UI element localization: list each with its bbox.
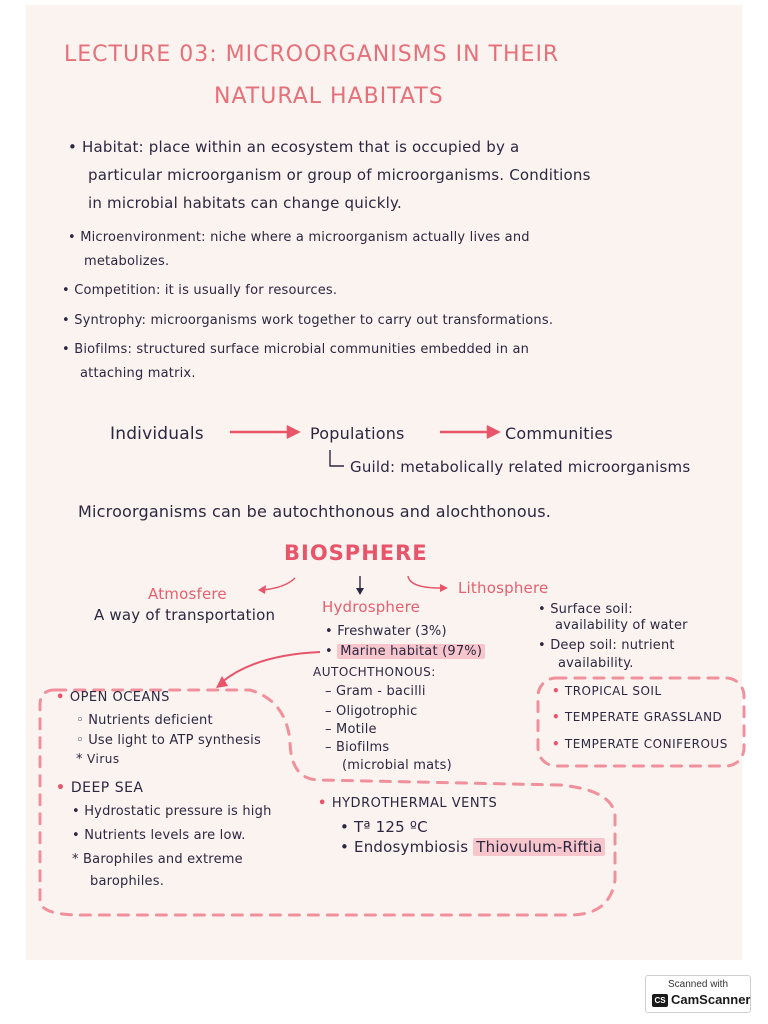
autochthonous-item-4: – Biofilms <box>325 740 390 755</box>
open-oceans-item-1: ◦ Nutrients deficient <box>76 713 213 728</box>
arrow-to-atmosfere <box>262 578 295 590</box>
page-title-line1: LECTURE 03: MICROORGANISMS IN THEIR <box>64 42 560 67</box>
open-oceans-item-2: ◦ Use light to ATP synthesis <box>76 733 261 748</box>
soil-item-tropical: • TROPICAL SOIL <box>552 684 662 698</box>
syntrophy-definition: • Syntrophy: microorganisms work together to carry out transformations. <box>62 313 554 328</box>
atmosfere-label: Atmosfere <box>148 585 227 603</box>
autochthonous-item-1: – Gram - bacilli <box>325 684 426 699</box>
populations-label: Populations <box>310 424 405 443</box>
hydrosphere-label: Hydrosphere <box>322 598 421 616</box>
autochthonous-biofilms-note: (microbial mats) <box>342 758 452 773</box>
deep-sea-item-1: • Hydrostatic pressure is high <box>72 804 272 819</box>
surface-soil-item-line2: availability of water <box>555 618 688 633</box>
microenvironment-definition: • Microenvironment: niche where a microorganism actually lives and <box>68 230 530 245</box>
autochthonous-item-3: – Motile <box>325 722 377 737</box>
deep-sea-heading: • DEEP SEA <box>56 780 144 796</box>
hydrothermal-temperature: • Tª 125 ºC <box>340 818 428 836</box>
habitat-definition-line3: in microbial habitats can change quickly. <box>88 194 402 212</box>
autochthonous-item-2: – Oligotrophic <box>325 704 418 719</box>
individuals-label: Individuals <box>110 424 204 444</box>
competition-definition: • Competition: it is usually for resources. <box>62 283 338 298</box>
biofilms-definition: • Biofilms: structured surface microbial communities embedded in an <box>62 342 530 357</box>
habitat-definition: • Habitat: place within an ecosystem that is occupied by a <box>68 138 520 156</box>
marine-item: • Marine habitat (97%) <box>325 644 485 659</box>
arrow-marine-to-oceans <box>222 652 320 682</box>
biosphere-heading: BIOSPHERE <box>284 541 428 565</box>
deep-sea-item-3: * Barophiles and extreme <box>72 852 243 867</box>
lithosphere-label: Lithosphere <box>458 579 549 597</box>
arrow-populations-communities <box>440 427 498 437</box>
deep-sea-item-3-line2: barophiles. <box>90 874 165 889</box>
soil-item-grassland: • TEMPERATE GRASSLAND <box>552 710 723 724</box>
microenvironment-definition-line2: metabolizes. <box>84 254 170 269</box>
soil-item-coniferous: • TEMPERATE CONIFEROUS <box>552 737 728 751</box>
atmosfere-note: A way of transportation <box>94 606 276 624</box>
camscanner-logo-icon: CS <box>652 994 668 1007</box>
biofilms-definition-line2: attaching matrix. <box>80 366 196 381</box>
arrow-individuals-populations <box>230 427 298 437</box>
page-title-line2: NATURAL HABITATS <box>214 84 444 109</box>
deep-soil-item-line2: availability. <box>558 656 634 671</box>
badge-line2: CamScanner <box>671 992 751 1007</box>
badge-line1: Scanned with <box>667 979 729 990</box>
deep-sea-item-2: • Nutrients levels are low. <box>72 828 246 843</box>
camscanner-badge <box>645 975 751 1013</box>
freshwater-item: • Freshwater (3%) <box>325 624 447 639</box>
open-oceans-heading: • OPEN OCEANS <box>56 690 170 705</box>
hydrothermal-endosymbiosis: • Endosymbiosis Thiovulum-Riftia <box>340 838 605 856</box>
hydrothermal-heading: • HYDROTHERMAL VENTS <box>318 796 498 811</box>
open-oceans-item-3: * Virus <box>76 752 120 767</box>
guild-definition: Guild: metabolically related microorganisms <box>350 458 691 476</box>
communities-label: Communities <box>505 424 613 443</box>
guild-hook <box>330 450 344 466</box>
deep-soil-item: • Deep soil: nutrient <box>538 638 675 653</box>
surface-soil-item: • Surface soil: <box>538 602 633 617</box>
autochthonous-sentence: Microorganisms can be autochthonous and alochthonous. <box>78 502 552 521</box>
habitat-definition-line2: particular microorganism or group of microorganisms. Conditions <box>88 166 591 184</box>
arrow-to-lithosphere <box>408 576 440 588</box>
autochthonous-heading: AUTOCHTHONOUS: <box>313 665 436 679</box>
